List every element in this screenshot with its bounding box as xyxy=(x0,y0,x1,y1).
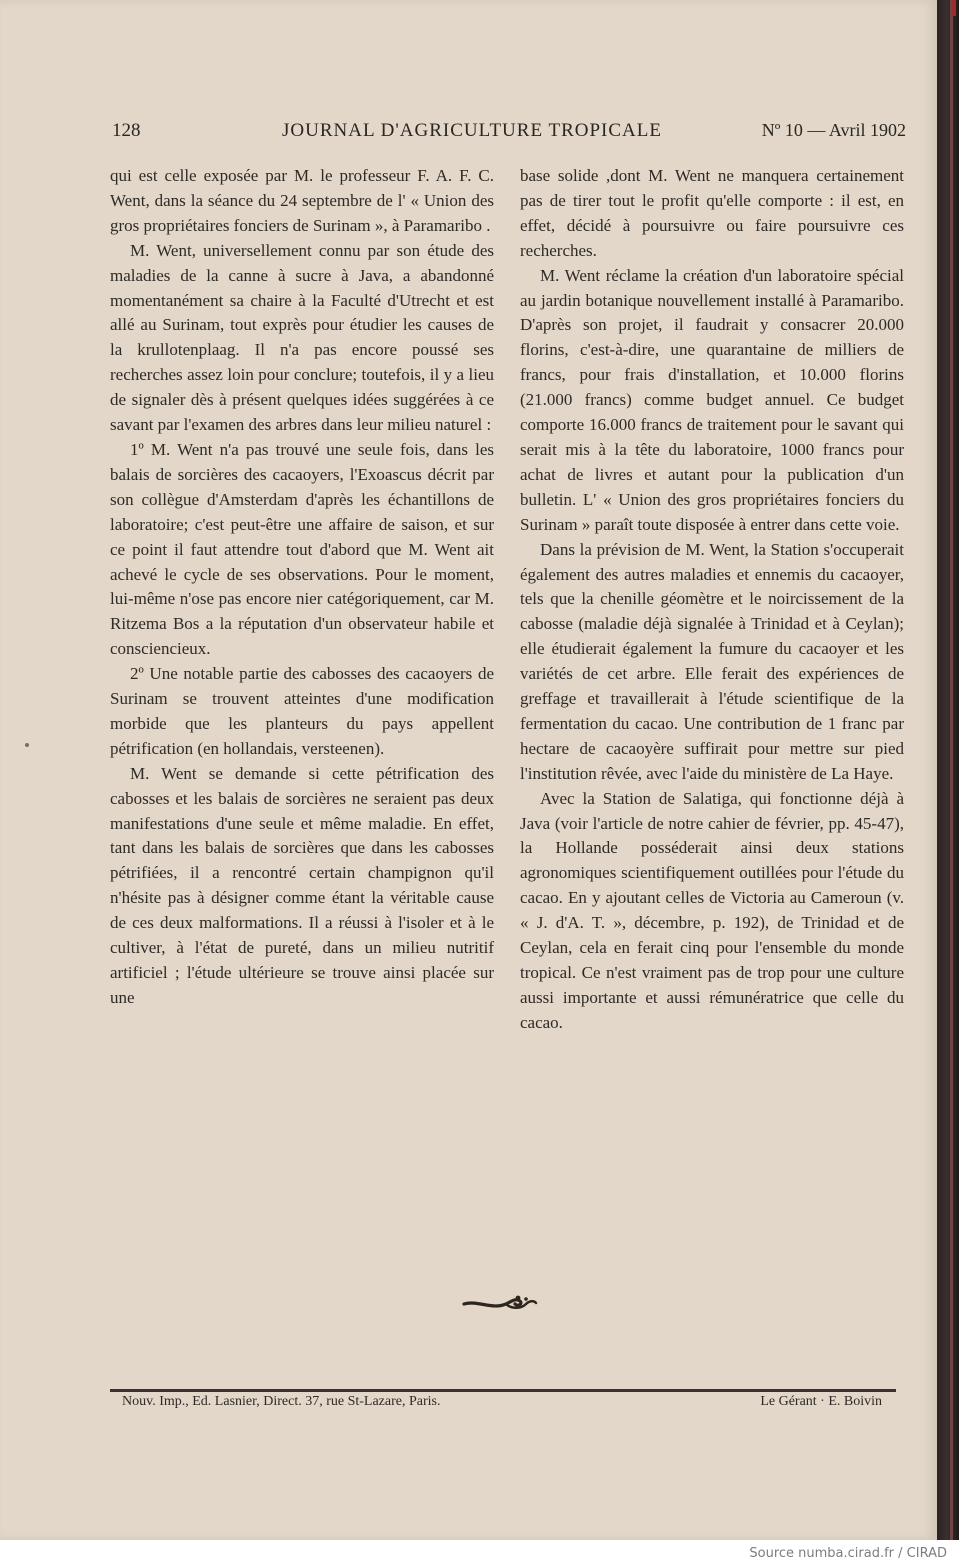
paragraph: M. Went se demande si cette pétrification des cabosses et les balais de sorcières ne seraient pas deux manifestations d'une seule et même maladie. En effet, tant dans les balais de sorcières que dans les cabosses pétrifiées, il a rencontré certain champignon qu'il n'hésite pas à désigner comme étant la véritable cause de ces deux malformations. Il a réussi à l'isoler et à le cultiver, à l'état de pureté, dans un milieu nutritif artificiel ; l'étude ultérieure se trouve ainsi placée sur une xyxy=(110,763,494,1007)
imprint-footer xyxy=(110,1394,896,1414)
page-number: 128 xyxy=(112,120,141,141)
gerant-line: Le Gérant · E. Boivin xyxy=(760,1394,882,1409)
issue-info: Nº 10 — Avril 1902 xyxy=(761,120,906,140)
right-column xyxy=(520,164,904,1036)
paper-speck xyxy=(25,743,29,747)
paragraph: 1º M. Went n'a pas trouvé une seule fois, dans les balais de sorcières des cacaoyers, l'Exoascus décrit par son collègue d'Amsterdam d'après les échantillons de laboratoire; c'est peut-être une affaire de saison, et sur ce point il faut attendre tout d'abord que M. Went ait achevé le cycle de ses observations. Pour le moment, lui-même n'ose pas encore nier catégoriquement, car M. Ritzema Bos a la réputation d'un observateur habile et consciencieux. xyxy=(110,439,494,659)
ornament-icon xyxy=(460,1292,540,1314)
left-column xyxy=(110,164,494,1011)
source-credit: Source numba.cirad.fr / CIRAD xyxy=(749,1546,947,1561)
paragraph: 2º Une notable partie des cabosses des cacaoyers de Surinam se trouvent atteintes d'une modification morbide que les planteurs du pays appellent pétrification (en hollandais, versteenen). xyxy=(110,664,494,758)
spine-strip xyxy=(950,0,953,1540)
running-header xyxy=(112,120,906,146)
paragraph: M. Went, universellement connu par son étude des maladies de la canne à sucre à Java, a abandonné momentanément sa chaire à la Faculté d'Utrecht et est allé au Surinam, tout exprès pour étudier les causes de la krullotenplaag. Il n'a pas encore poussé ses recherches assez loin pour conclure; toutefois, il y a lieu de signaler dès à présent quelques idées suggérées à ce savant par l'examen des arbres dans leur milieu naturel : xyxy=(110,240,494,435)
footer-rule xyxy=(110,1389,896,1392)
spine-red-mark xyxy=(952,0,956,16)
paragraph: M. Went réclame la création d'un laboratoire spécial au jardin botanique nouvellement installé à Paramaribo. D'après son projet, il faudrait y consacrer 20.000 florins, c'est-à-dire, une quarantaine de milliers de francs, pour frais d'installation, et 10.000 florins (21.000 francs) comme budget annuel. Ce budget comporte 16.000 francs de traitement pour le savant qui serait mis à la tête du laboratoire, 1000 francs pour achat de livres et autant pour la publication d'un bulletin. L' « Union des gros propriétaires fonciers du Surinam » paraît toute disposée à entrer dans cette voie. xyxy=(520,265,904,534)
paragraph: Avec la Station de Salatiga, qui fonctionne déjà à Java (voir l'article de notre cahier de février, pp. 45-47), la Hollande posséderait ainsi deux stations agronomiques scientifiquement outillées pour l'étude du cacao. En y ajoutant celles de Victoria au Cameroun (v. « J. d'A. T. », décembre, p. 192), de Trinidad et de Ceylan, cela en ferait cinq pour l'ensemble du monde tropical. Ce n'est vraiment pas de trop pour une culture aussi importante et aussi rémunératrice que celle du cacao. xyxy=(520,788,904,1032)
paragraph: base solide ,dont M. Went ne manquera certainement pas de tirer tout le profit qu'elle comporte : il est, en effet, décidé à poursuivre ou faire poursuivre ces recherches. xyxy=(520,166,904,260)
paragraph: Dans la prévision de M. Went, la Station s'occuperait également des autres maladies et ennemis du cacaoyer, tels que la chenille géomètre et le noircissement de la cabosse (maladie déjà signalée à Trinidad et à Ceylan); elle étudierait également la fumure du cacaoyer et les variétés de cet arbre. Elle ferait des expériences de greffage et travaillerait à l'étude scientifique de la fermentation du cacao. Une contribution de 1 franc par hectare de cacaoyère suffirait pour mettre sur pied l'institution rêvée, avec l'aide du ministère de La Haye. xyxy=(520,539,904,783)
paragraph: qui est celle exposée par M. le professeur F. A. F. C. Went, dans la séance du 24 septembre de l' « Union des gros propriétaires fonciers de Surinam », à Paramaribo . xyxy=(110,166,494,235)
journal-title: JOURNAL D'AGRICULTURE TROPICALE xyxy=(282,120,662,141)
printer-line: Nouv. Imp., Ed. Lasnier, Direct. 37, rue St-Lazare, Paris. xyxy=(122,1394,441,1409)
book-spine-edge xyxy=(937,0,959,1540)
